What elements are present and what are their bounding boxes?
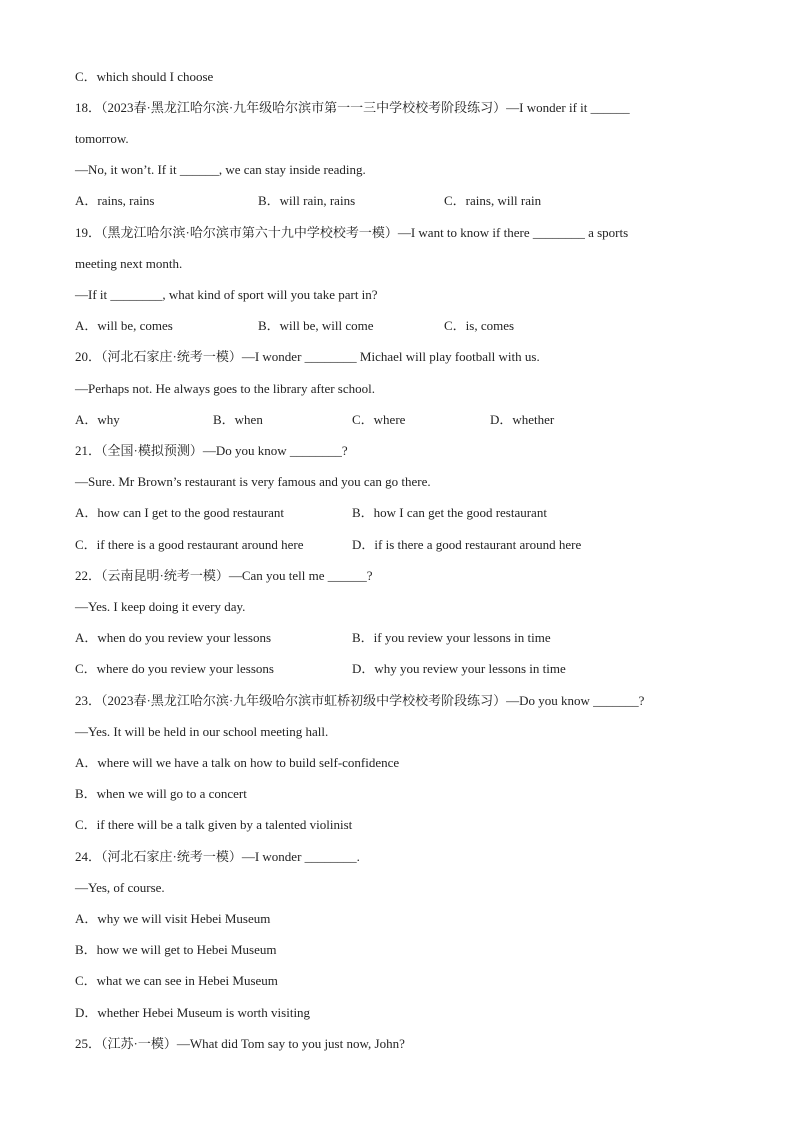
question-19-stem-cont: meeting next month. — [75, 256, 183, 271]
option-a-q22: A．when do you review your lessons — [75, 630, 272, 645]
question-18-stem-cont: tomorrow. — [75, 131, 129, 146]
option-a-q18: A．rains, rains — [75, 193, 155, 208]
option-a-q24: A．why we will visit Hebei Museum — [75, 911, 271, 926]
option-d-q20: D．whether — [490, 412, 555, 427]
option-d-q21: D．if is there a good restaurant around here — [352, 537, 582, 552]
option-a-q19: A．will be, comes — [75, 318, 173, 333]
option-b-q24: B．how we will get to Hebei Museum — [75, 942, 277, 957]
question-20-reply: —Perhaps not. He always goes to the library after school. — [75, 381, 376, 396]
option-a-q20: A．why — [75, 412, 120, 427]
question-21-stem: 21．（全国·模拟预测）—Do you know ________? — [75, 443, 348, 458]
option-c-q18: C．rains, will rain — [444, 193, 542, 208]
option-b-q19: B．will be, will come — [258, 318, 374, 333]
question-18-reply: —No, it won’t. If it ______, we can stay inside reading. — [75, 162, 366, 177]
option-b-q20: B．when — [213, 412, 263, 427]
question-24-reply: —Yes, of course. — [75, 880, 165, 895]
option-b-q22: B．if you review your lessons in time — [352, 630, 551, 645]
option-a-q21: A．how can I get to the good restaurant — [75, 505, 285, 520]
option-c-q20: C．where — [352, 412, 406, 427]
option-a-q23: A．where will we have a talk on how to build self-confidence — [75, 755, 400, 770]
question-24-stem: 24．（河北石家庄·统考一模）—I wonder ________. — [75, 849, 360, 864]
option-c-q22: C．where do you review your lessons — [75, 661, 274, 676]
option-c-q17: C．which should I choose — [75, 69, 214, 84]
option-b-q23: B．when we will go to a concert — [75, 786, 247, 801]
question-18-stem: 18．（2023春·黑龙江哈尔滨·九年级哈尔滨市第一一三中学校校考阶段练习）—I wonder if it ______ — [75, 100, 630, 115]
option-c-q23: C．if there will be a talk given by a talented violinist — [75, 817, 353, 832]
question-22-stem: 22．（云南昆明·统考一模）—Can you tell me ______? — [75, 568, 373, 583]
option-d-q24: D．whether Hebei Museum is worth visiting — [75, 1005, 311, 1020]
question-22-reply: —Yes. I keep doing it every day. — [75, 599, 246, 614]
question-21-reply: —Sure. Mr Brown’s restaurant is very famous and you can go there. — [75, 474, 431, 489]
question-19-stem: 19．（黑龙江哈尔滨·哈尔滨市第六十九中学校校考一模）—I want to know if there ________ a sports — [75, 225, 629, 240]
option-d-q22: D．why you review your lessons in time — [352, 661, 566, 676]
option-b-q18: B．will rain, rains — [258, 193, 356, 208]
question-25-stem: 25．（江苏·一模）—What did Tom say to you just now, John? — [75, 1036, 405, 1051]
option-c-q24: C．what we can see in Hebei Museum — [75, 973, 278, 988]
question-20-stem: 20．（河北石家庄·统考一模）—I wonder ________ Michael will play football with us. — [75, 349, 540, 364]
question-23-reply: —Yes. It will be held in our school meeting hall. — [75, 724, 329, 739]
question-19-reply: —If it ________, what kind of sport will you take part in? — [75, 287, 378, 302]
option-b-q21: B．how I can get the good restaurant — [352, 505, 547, 520]
option-c-q21: C．if there is a good restaurant around here — [75, 537, 304, 552]
option-c-q19: C．is, comes — [444, 318, 515, 333]
question-23-stem: 23．（2023春·黑龙江哈尔滨·九年级哈尔滨市虹桥初级中学校校考阶段练习）—Do you know _______? — [75, 693, 645, 708]
